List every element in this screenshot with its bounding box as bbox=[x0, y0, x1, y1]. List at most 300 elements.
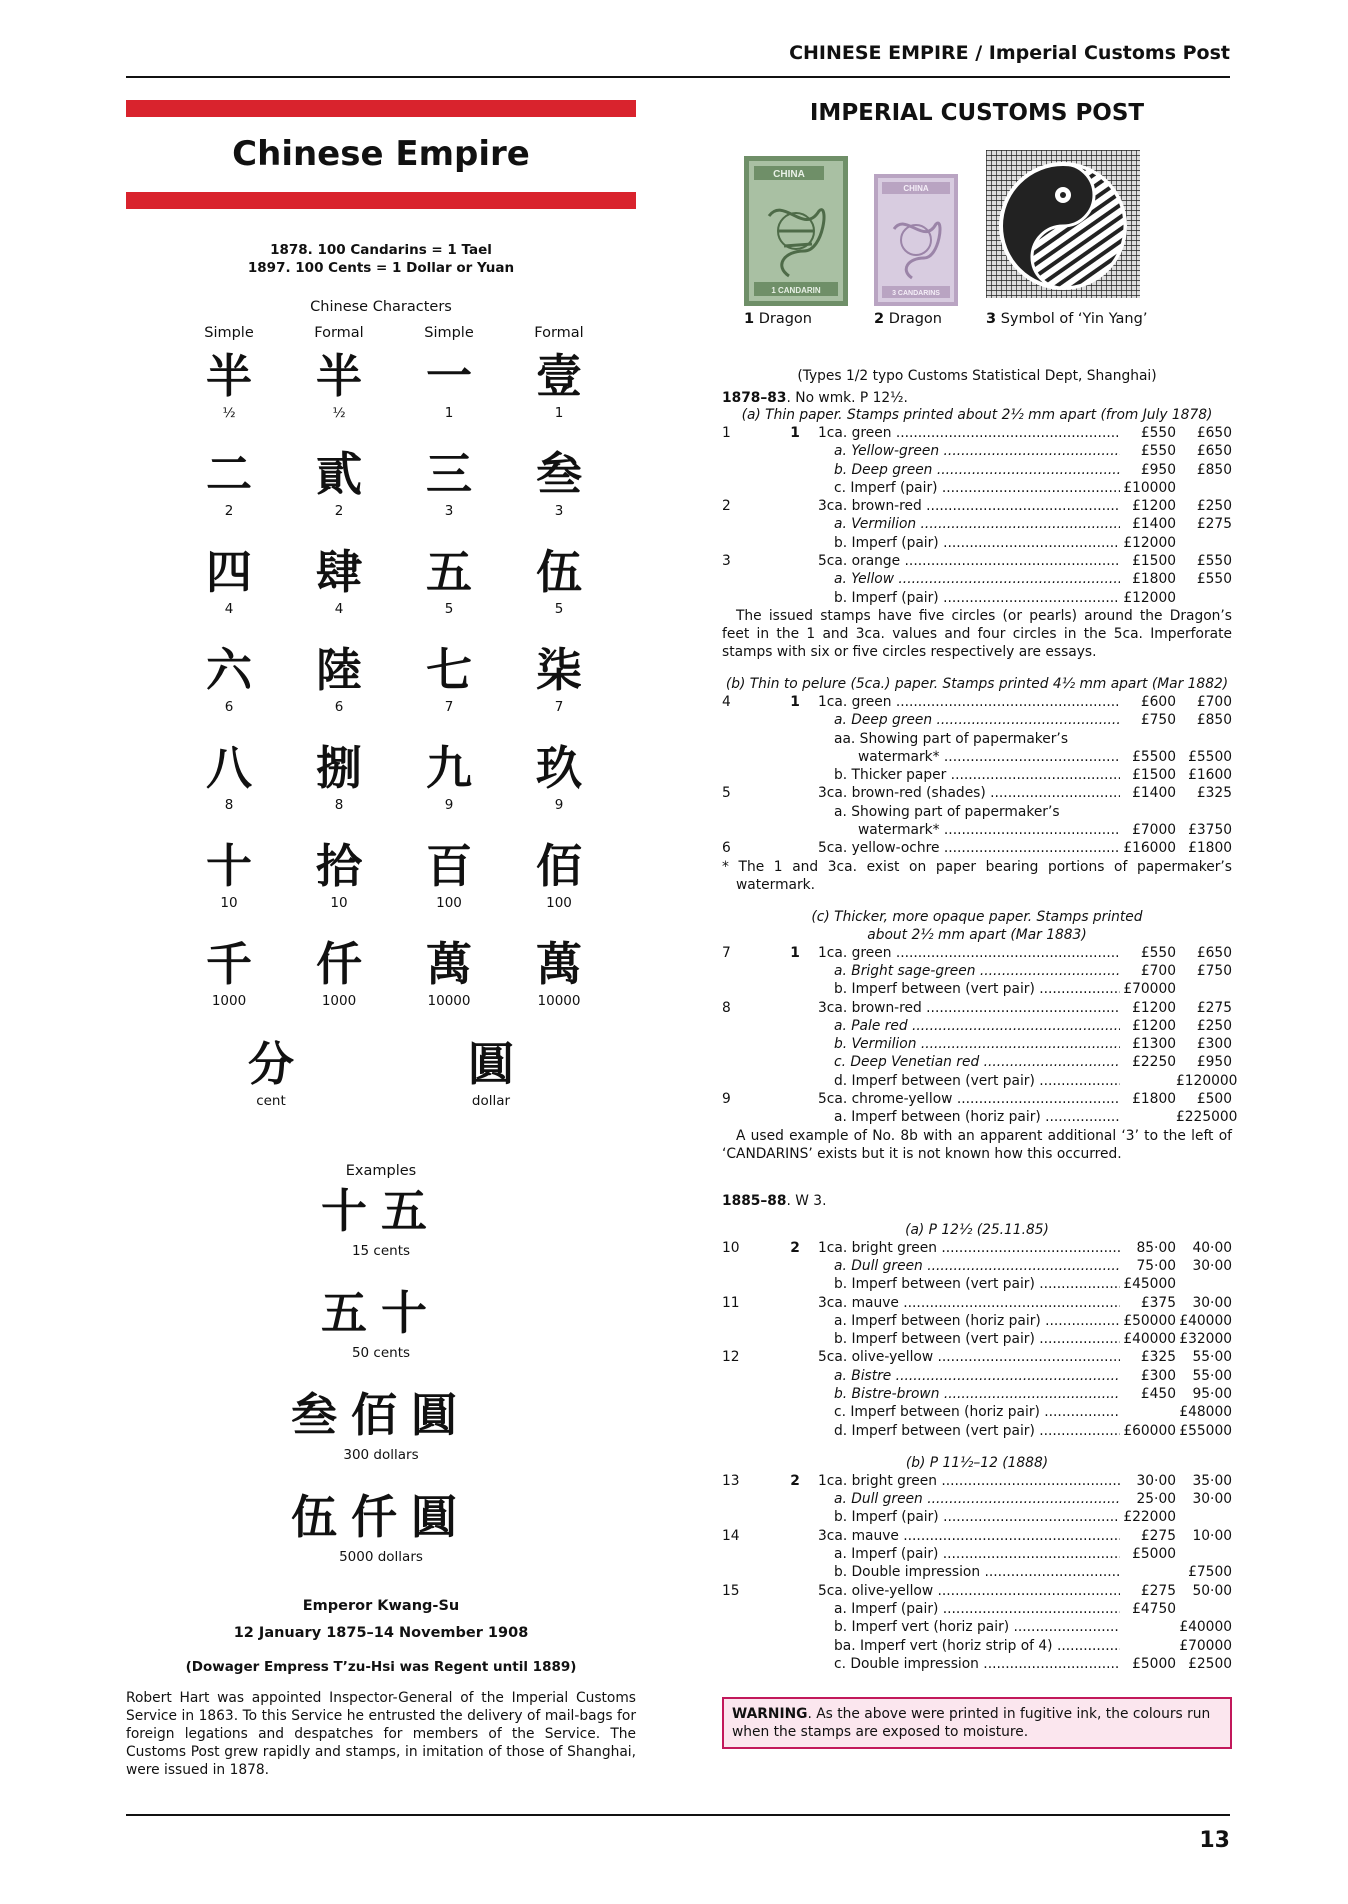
type-number bbox=[778, 1563, 812, 1581]
price-used: £750 bbox=[1196, 962, 1232, 979]
chinese-character: 圓 bbox=[468, 1037, 514, 1091]
indent bbox=[812, 766, 834, 784]
character-cell bbox=[284, 347, 394, 445]
chinese-character: 二 bbox=[206, 447, 252, 501]
catalogue-number bbox=[722, 766, 778, 784]
type-number bbox=[778, 515, 812, 533]
catalogue-row bbox=[722, 962, 1232, 980]
price-used bbox=[1176, 1545, 1232, 1563]
stamp-illustrations bbox=[722, 156, 1232, 356]
currency-line: 1878. 100 Candarins = 1 Tael bbox=[270, 242, 492, 258]
price-unused: £375 bbox=[1140, 1294, 1176, 1311]
listing-table-b bbox=[722, 693, 1232, 858]
character-cell bbox=[284, 935, 394, 1033]
price-unused: £16000 bbox=[1123, 840, 1176, 857]
price-used: £40000 bbox=[1179, 1312, 1232, 1329]
catalogue-number: 6 bbox=[722, 840, 731, 857]
character-value: 8 bbox=[224, 797, 234, 813]
character-value: 1000 bbox=[321, 993, 357, 1009]
price-used bbox=[1176, 1508, 1232, 1526]
type-number bbox=[778, 1367, 812, 1385]
stamp-description: 3ca. mauve ..... bbox=[818, 1527, 1120, 1545]
stamp-description: d. Imperf between (vert pair) ..... bbox=[834, 1422, 1120, 1440]
catalogue-number bbox=[722, 748, 778, 766]
example-characters: 十五 bbox=[321, 1184, 441, 1238]
catalogue-row bbox=[722, 589, 1232, 607]
catalogue-number bbox=[722, 1637, 778, 1655]
chinese-character: 捌 bbox=[316, 741, 362, 795]
price-unused: £750 bbox=[1140, 712, 1176, 729]
catalogue-number bbox=[722, 1035, 778, 1053]
indent bbox=[812, 570, 834, 588]
character-cell bbox=[284, 445, 394, 543]
indent bbox=[812, 1600, 834, 1618]
catalogue-number: 15 bbox=[722, 1582, 740, 1599]
price-used: 10·00 bbox=[1192, 1527, 1232, 1544]
character-value: 10000 bbox=[427, 993, 471, 1009]
column-header: Formal bbox=[534, 325, 584, 341]
catalogue-number bbox=[722, 803, 778, 821]
example-item bbox=[126, 1179, 636, 1281]
type-number bbox=[778, 1257, 812, 1275]
stamp-caption: 1 Dragon bbox=[744, 311, 812, 327]
type-number bbox=[778, 1527, 812, 1545]
listing-table-d bbox=[722, 1239, 1232, 1440]
price-used: £300 bbox=[1196, 1036, 1232, 1053]
catalogue-row bbox=[722, 766, 1232, 784]
price-used: £275 bbox=[1196, 516, 1232, 533]
catalogue-row bbox=[722, 1472, 1232, 1490]
catalogue-number bbox=[722, 1053, 778, 1071]
indent bbox=[812, 1508, 834, 1526]
catalogue-number: 10 bbox=[722, 1239, 740, 1256]
chinese-character: 壹 bbox=[536, 349, 582, 403]
catalogue-row bbox=[722, 1294, 1232, 1312]
character-cell bbox=[394, 641, 504, 739]
type-number bbox=[778, 1294, 812, 1312]
type-number bbox=[778, 839, 812, 857]
catalogue-row bbox=[722, 944, 1232, 962]
character-cell bbox=[174, 347, 284, 445]
running-header-title: CHINESE EMPIRE / Imperial Customs Post bbox=[789, 42, 1230, 64]
indent bbox=[812, 1618, 834, 1636]
emperor-name: Emperor Kwang-Su bbox=[302, 1598, 460, 1614]
catalogue-row bbox=[722, 1035, 1232, 1053]
type-number bbox=[778, 980, 812, 998]
price-used: £1600 bbox=[1188, 767, 1232, 784]
subheading-c-line: about 2½ mm apart (Mar 1883) bbox=[867, 926, 1087, 943]
price-unused: 25·00 bbox=[1136, 1491, 1176, 1508]
price-used bbox=[1176, 479, 1232, 497]
price-unused: 75·00 bbox=[1136, 1257, 1176, 1274]
page-number: 13 bbox=[1199, 1828, 1230, 1853]
price-used: £40000 bbox=[1179, 1619, 1232, 1636]
catalogue-row bbox=[722, 999, 1232, 1017]
price-used: £650 bbox=[1196, 443, 1232, 460]
price-unused: £300 bbox=[1140, 1367, 1176, 1384]
price-unused: £5000 bbox=[1132, 1655, 1176, 1672]
stamp-bottom-text: 3 CANDARINS bbox=[892, 290, 940, 297]
catalogue-number bbox=[722, 1403, 778, 1421]
catalogue-row bbox=[722, 1257, 1232, 1275]
catalogue-row bbox=[722, 461, 1232, 479]
catalogue-number: 13 bbox=[722, 1472, 740, 1489]
type-number bbox=[778, 1348, 812, 1366]
catalogue-number: 5 bbox=[722, 785, 731, 802]
character-cell bbox=[504, 837, 614, 935]
catalogue-row bbox=[722, 424, 1232, 442]
stamp-description: a. Imperf between (horiz pair) ..... bbox=[834, 1108, 1120, 1126]
character-cell bbox=[504, 543, 614, 641]
character-value: 9 bbox=[444, 797, 454, 813]
character-cell bbox=[394, 837, 504, 935]
chinese-character: 陸 bbox=[316, 643, 362, 697]
price-unused: £70000 bbox=[1123, 981, 1176, 998]
catalogue-row bbox=[722, 552, 1232, 570]
character-value: 2 bbox=[224, 503, 234, 519]
catalogue-number bbox=[722, 980, 778, 998]
character-cell bbox=[394, 445, 504, 543]
stamp-description: 5ca. olive-yellow ..... bbox=[818, 1348, 1120, 1366]
indent bbox=[812, 1312, 834, 1330]
character-value: 5 bbox=[554, 601, 564, 617]
character-value: 1 bbox=[444, 405, 454, 421]
character-value: 10000 bbox=[537, 993, 581, 1009]
catalogue-number bbox=[722, 730, 778, 748]
price-unused: £1400 bbox=[1132, 516, 1176, 533]
stamp-description: a. Yellow-green ..... bbox=[834, 442, 1120, 460]
indent bbox=[812, 1275, 834, 1293]
note-b: * The 1 and 3ca. exist on paper bearing portions of papermaker’s watermark. bbox=[722, 858, 1232, 893]
catalogue-number bbox=[722, 479, 778, 497]
price-used: £550 bbox=[1196, 553, 1232, 570]
price-unused: £45000 bbox=[1123, 1276, 1176, 1293]
price-used: £225000 bbox=[1176, 1109, 1238, 1126]
price-used: £2500 bbox=[1188, 1655, 1232, 1672]
type-number: 1 bbox=[790, 693, 800, 710]
character-value: 2 bbox=[334, 503, 344, 519]
catalogue-row bbox=[722, 1312, 1232, 1330]
indent bbox=[812, 515, 834, 533]
character-value: ½ bbox=[332, 405, 346, 421]
indent bbox=[812, 461, 834, 479]
indent bbox=[812, 479, 834, 497]
catalogue-row bbox=[722, 748, 1232, 766]
price-used: 50·00 bbox=[1192, 1582, 1232, 1599]
character-cell bbox=[504, 641, 614, 739]
example-item bbox=[126, 1383, 636, 1485]
character-value: 1000 bbox=[211, 993, 247, 1009]
price-unused bbox=[1120, 1403, 1176, 1421]
price-unused: £1400 bbox=[1132, 785, 1176, 802]
catalogue-number: 8 bbox=[722, 999, 731, 1016]
footer-rule bbox=[126, 1814, 1230, 1816]
stamp-description: a. Showing part of papermaker’s bbox=[834, 803, 1060, 820]
price-unused bbox=[1120, 1637, 1176, 1655]
catalogue-number bbox=[722, 1655, 778, 1673]
stamp-description: 3ca. brown-red (shades) ..... bbox=[818, 784, 1120, 802]
stamp-description: a. Imperf between (horiz pair) ..... bbox=[834, 1312, 1120, 1330]
price-unused: £275 bbox=[1140, 1582, 1176, 1599]
catalogue-number bbox=[722, 962, 778, 980]
type-number bbox=[778, 497, 812, 515]
type-number: 2 bbox=[790, 1472, 800, 1489]
characters-heading: Chinese Characters bbox=[310, 299, 452, 315]
chinese-character: 貳 bbox=[316, 447, 362, 501]
catalogue-number bbox=[722, 442, 778, 460]
price-used bbox=[1176, 534, 1232, 552]
stamp-caption: 3 Symbol of ‘Yin Yang’ bbox=[986, 311, 1148, 327]
stamp-top-text: CHINA bbox=[773, 169, 805, 180]
price-used: £325 bbox=[1196, 785, 1232, 802]
price-used: £700 bbox=[1196, 693, 1232, 710]
price-used: £48000 bbox=[1179, 1404, 1232, 1421]
catalogue-number bbox=[722, 1545, 778, 1563]
type-number bbox=[778, 589, 812, 607]
type-number bbox=[778, 784, 812, 802]
price-used: £32000 bbox=[1179, 1331, 1232, 1348]
stamp-description: 1ca. bright green ..... bbox=[818, 1239, 1120, 1257]
stamp-description: b. Imperf between (vert pair) ..... bbox=[834, 980, 1120, 998]
indent bbox=[812, 821, 858, 839]
indent bbox=[812, 1655, 834, 1673]
stamp-description: a. Vermilion ..... bbox=[834, 515, 1120, 533]
catalogue-row bbox=[722, 479, 1232, 497]
example-meaning: 15 cents bbox=[351, 1243, 411, 1259]
type-number bbox=[778, 1637, 812, 1655]
catalogue-number: 3 bbox=[722, 553, 731, 570]
price-unused: £600 bbox=[1140, 693, 1176, 710]
character-cell bbox=[504, 935, 614, 1033]
stamp-description: 5ca. orange ..... bbox=[818, 552, 1120, 570]
catalogue-row bbox=[722, 1618, 1232, 1636]
catalogue-row bbox=[722, 693, 1232, 711]
price-unused bbox=[1120, 1108, 1176, 1126]
stamp-bottom-text: 1 CANDARIN bbox=[771, 286, 821, 295]
catalogue-row bbox=[722, 730, 1232, 748]
character-value: 9 bbox=[554, 797, 564, 813]
note-a: The issued stamps have five circles (or pearls) around the Dragon’s feet in the 1 and 3ca. values and four circles in the 5ca. Imperforate stamps with six or five circles respectively are essays. bbox=[722, 607, 1232, 660]
price-unused: £10000 bbox=[1123, 479, 1176, 496]
character-value: 4 bbox=[224, 601, 234, 617]
catalogue-number bbox=[722, 1490, 778, 1508]
chinese-character: 佰 bbox=[536, 839, 582, 893]
character-value: 6 bbox=[224, 699, 234, 715]
price-unused: £5500 bbox=[1132, 748, 1176, 765]
running-header bbox=[126, 38, 1230, 78]
price-unused: £50000 bbox=[1123, 1312, 1176, 1329]
example-meaning: 5000 dollars bbox=[339, 1549, 423, 1565]
stamp-top-text: CHINA bbox=[903, 184, 929, 193]
section-title: IMPERIAL CUSTOMS POST bbox=[809, 100, 1145, 126]
type-number bbox=[778, 1017, 812, 1035]
catalogue-row bbox=[722, 1108, 1238, 1126]
left-column bbox=[126, 100, 636, 1779]
price-used: £250 bbox=[1196, 1017, 1232, 1034]
subheading-e: (b) P 11½–12 (1888) bbox=[905, 1454, 1049, 1471]
type-number bbox=[778, 1275, 812, 1293]
price-used: £55000 bbox=[1179, 1422, 1232, 1439]
catalogue-row bbox=[722, 1017, 1232, 1035]
catalogue-row bbox=[722, 1637, 1232, 1655]
price-used: £650 bbox=[1196, 944, 1232, 961]
warning-box bbox=[722, 1697, 1232, 1749]
character-value: 10 bbox=[330, 895, 348, 911]
price-unused bbox=[1120, 1563, 1176, 1581]
character-cell bbox=[174, 739, 284, 837]
catalogue-number bbox=[722, 534, 778, 552]
stamp-description: 5ca. chrome-yellow ..... bbox=[818, 1090, 1120, 1108]
catalogue-number bbox=[722, 1017, 778, 1035]
warning-text: . As the above were printed in fugitive ink, the colours run when the stamps are exposed to moisture. bbox=[732, 1706, 1211, 1741]
indent bbox=[812, 962, 834, 980]
catalogue-number: 4 bbox=[722, 693, 731, 710]
example-characters: 伍仟圓 bbox=[291, 1490, 471, 1544]
type-number bbox=[778, 1582, 812, 1600]
chinese-character: 萬 bbox=[426, 937, 472, 991]
catalogue-number bbox=[722, 821, 778, 839]
price-unused: £1200 bbox=[1132, 999, 1176, 1016]
catalogue-number bbox=[722, 461, 778, 479]
catalogue-row bbox=[722, 839, 1232, 857]
issue-heading-1885: 1885–88. W 3. bbox=[722, 1192, 827, 1209]
price-unused: £700 bbox=[1140, 962, 1176, 979]
stamp-description: b. Bistre-brown ..... bbox=[834, 1385, 1120, 1403]
stamp-description: b. Vermilion ..... bbox=[834, 1035, 1120, 1053]
catalogue-number: 2 bbox=[722, 498, 731, 515]
character-cell bbox=[504, 347, 614, 445]
stamp-description: b. Imperf between (vert pair) ..... bbox=[834, 1275, 1120, 1293]
indent bbox=[812, 1422, 834, 1440]
stamp-description: a. Dull green ..... bbox=[834, 1257, 1120, 1275]
character-cell bbox=[394, 739, 504, 837]
catalogue-number bbox=[722, 1072, 778, 1090]
type-number bbox=[778, 821, 812, 839]
types-note: (Types 1/2 typo Customs Statistical Dept, Shanghai) bbox=[797, 368, 1157, 384]
catalogue-number bbox=[722, 1600, 778, 1618]
character-cell bbox=[284, 641, 394, 739]
character-cell bbox=[174, 543, 284, 641]
issue-heading-1878: 1878–83. No wmk. P 12½. bbox=[722, 390, 908, 406]
stamp-description: a. Yellow ..... bbox=[834, 570, 1120, 588]
price-unused: £12000 bbox=[1123, 589, 1176, 606]
stamp-description: b. Imperf between (vert pair) ..... bbox=[834, 1330, 1120, 1348]
price-used: £850 bbox=[1196, 461, 1232, 478]
stamp-description: b. Imperf (pair) ..... bbox=[834, 1508, 1120, 1526]
catalogue-row bbox=[722, 1422, 1232, 1440]
catalogue-number bbox=[722, 589, 778, 607]
type-number bbox=[778, 711, 812, 729]
character-cell bbox=[174, 935, 284, 1033]
example-meaning: 300 dollars bbox=[343, 1447, 419, 1463]
character-value: 7 bbox=[444, 699, 454, 715]
example-characters: 叁佰圓 bbox=[291, 1388, 471, 1442]
character-cell bbox=[174, 445, 284, 543]
stamp-description: b. Deep green ..... bbox=[834, 461, 1120, 479]
type-number bbox=[778, 479, 812, 497]
price-unused: £550 bbox=[1140, 443, 1176, 460]
example-item bbox=[126, 1281, 636, 1383]
emperor-reign: 12 January 1875–14 November 1908 bbox=[233, 1625, 529, 1641]
chinese-character: 伍 bbox=[536, 545, 582, 599]
subheading-c bbox=[722, 908, 1232, 944]
catalogue-row bbox=[722, 497, 1232, 515]
type-number bbox=[778, 1422, 812, 1440]
catalogue-row bbox=[722, 711, 1232, 729]
chinese-character: 半 bbox=[316, 349, 362, 403]
character-value: 100 bbox=[436, 895, 462, 911]
indent bbox=[812, 1385, 834, 1403]
chinese-character: 柒 bbox=[536, 643, 582, 697]
character-value: 4 bbox=[334, 601, 344, 617]
price-used: £7500 bbox=[1188, 1564, 1232, 1581]
listing-table-a bbox=[722, 424, 1232, 607]
character-value: ½ bbox=[222, 405, 236, 421]
type-number bbox=[778, 1403, 812, 1421]
stamp-description: a. Imperf (pair) ..... bbox=[834, 1600, 1120, 1618]
catalogue-row bbox=[722, 1053, 1232, 1071]
stamp-description: 1ca. green ..... bbox=[818, 944, 1120, 962]
stamp-description: b. Imperf vert (horiz pair) ..... bbox=[834, 1618, 1120, 1636]
catalogue-number: 9 bbox=[722, 1091, 731, 1108]
catalogue-row bbox=[722, 1072, 1238, 1090]
column-header: Formal bbox=[314, 325, 364, 341]
catalogue-row bbox=[722, 570, 1232, 588]
price-used: 35·00 bbox=[1192, 1472, 1232, 1489]
price-used: 30·00 bbox=[1192, 1257, 1232, 1274]
chinese-character: 千 bbox=[206, 937, 252, 991]
stamp-description: c. Double impression ..... bbox=[834, 1655, 1120, 1673]
price-used bbox=[1176, 803, 1232, 821]
catalogue-row bbox=[722, 515, 1232, 533]
character-meaning: cent bbox=[256, 1093, 286, 1109]
stamp-type-2 bbox=[874, 174, 958, 327]
catalogue-row bbox=[722, 442, 1232, 460]
type-number bbox=[778, 1385, 812, 1403]
stamp-description: c. Imperf between (horiz pair) ..... bbox=[834, 1403, 1120, 1421]
indent bbox=[812, 711, 834, 729]
column-header: Simple bbox=[424, 325, 474, 341]
price-unused: £550 bbox=[1140, 944, 1176, 961]
chinese-character: 三 bbox=[426, 447, 472, 501]
emperor-block bbox=[126, 1593, 636, 1647]
price-used bbox=[1176, 730, 1232, 748]
catalogue-row bbox=[722, 1490, 1232, 1508]
type-number bbox=[778, 1090, 812, 1108]
chinese-character: 叁 bbox=[536, 447, 582, 501]
character-cell bbox=[504, 445, 614, 543]
indent bbox=[812, 534, 834, 552]
price-used: 55·00 bbox=[1192, 1349, 1232, 1366]
right-column bbox=[722, 100, 1238, 1749]
character-cell bbox=[394, 543, 504, 641]
price-used bbox=[1176, 1600, 1232, 1618]
stamp-description: 3ca. brown-red ..... bbox=[818, 999, 1120, 1017]
price-used: £550 bbox=[1196, 571, 1232, 588]
type-number bbox=[778, 962, 812, 980]
indent bbox=[812, 1072, 834, 1090]
price-unused: £7000 bbox=[1132, 822, 1176, 839]
stamp-description: a. Deep green ..... bbox=[834, 711, 1120, 729]
character-value: 7 bbox=[554, 699, 564, 715]
price-unused bbox=[1120, 803, 1176, 821]
type-number bbox=[778, 1545, 812, 1563]
price-used: £250 bbox=[1196, 498, 1232, 515]
type-number bbox=[778, 748, 812, 766]
type-number bbox=[778, 1490, 812, 1508]
price-used: 95·00 bbox=[1192, 1385, 1232, 1402]
price-used: £650 bbox=[1196, 425, 1232, 441]
